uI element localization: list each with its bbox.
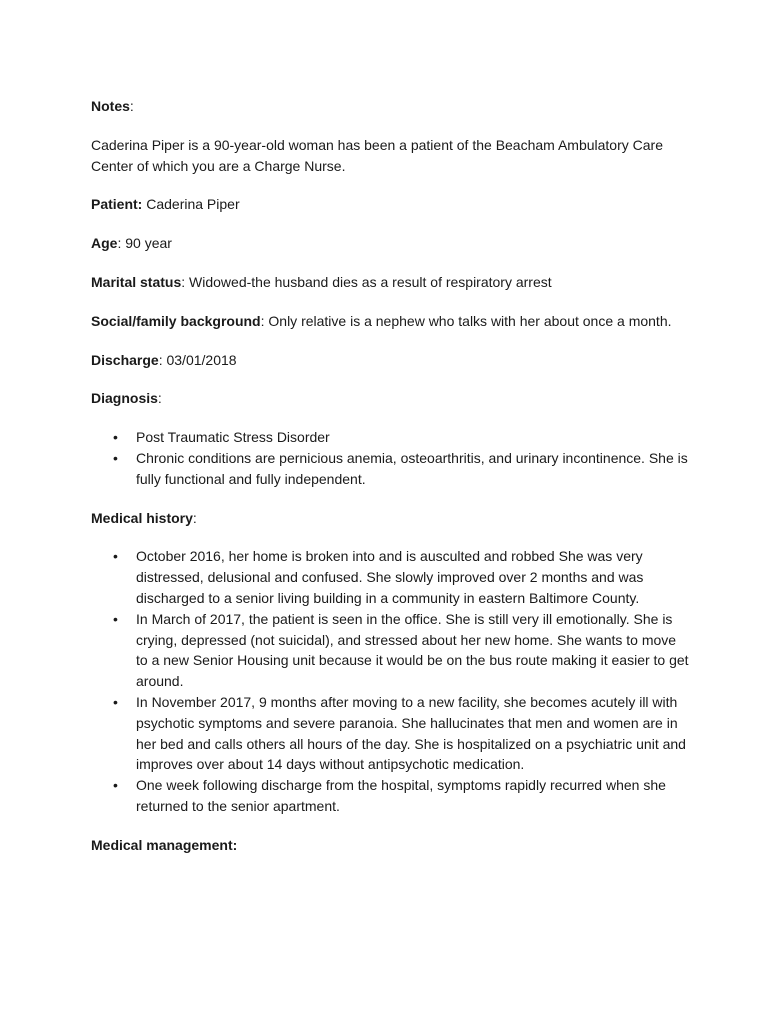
medical-history-label: Medical history	[91, 509, 193, 526]
age-value: : 90 year	[117, 235, 172, 252]
medical-history-item: • In March of 2017, the patient is seen in the office. She is still very ill emotionally. She is crying, depressed (not suicidal), and stressed about her new home. She wants to move to a new Senior Housing unit because it would be on the bus route making it easier to get around.	[136, 609, 691, 692]
notes-heading	[91, 96, 691, 117]
notes-label: Notes	[91, 98, 130, 114]
marital-status-value: : Widowed-the husband dies as a result of respiratory arrest	[181, 273, 552, 290]
age-label: Age	[91, 235, 118, 252]
age-field	[91, 233, 691, 254]
medical-history-list	[91, 546, 691, 816]
social-background-label: Social/family background	[91, 312, 261, 329]
social-background-field	[91, 311, 691, 332]
diagnosis-item: • Post Traumatic Stress Disorder	[136, 427, 691, 448]
document-page	[91, 96, 691, 874]
medical-history-item: • In November 2017, 9 months after moving to a new facility, she becomes acutely ill with psychotic symptoms and severe paranoia. She hallucinates that men and women are in her bed and calls others all hours of the day. She is hospitalized on a psychiatric unit and improves over about 14 days without antipsychotic medication.	[136, 692, 691, 775]
patient-value: Caderina Piper	[142, 196, 240, 213]
patient-field	[91, 194, 691, 215]
patient-label: Patient:	[91, 196, 143, 213]
medical-history-item: • October 2016, her home is broken into and is ausculted and robbed She was very distressed, delusional and confused. She slowly improved over 2 months and was discharged to a senior living building in a community in eastern Baltimore County.	[136, 546, 691, 608]
marital-status-field	[91, 272, 691, 293]
medical-management-label: Medical management:	[91, 836, 238, 853]
medical-history-heading	[91, 508, 691, 529]
diagnosis-list	[91, 427, 691, 489]
discharge-field	[91, 350, 691, 371]
notes-colon: :	[129, 98, 134, 114]
marital-status-label: Marital status	[91, 273, 182, 290]
diagnosis-heading	[91, 388, 691, 409]
discharge-label: Discharge	[91, 351, 159, 368]
diagnosis-colon: :	[157, 390, 162, 407]
diagnosis-item: • Chronic conditions are pernicious anemia, osteoarthritis, and urinary incontinence. She is fully functional and fully independent.	[136, 448, 691, 490]
medical-management-heading	[91, 835, 691, 856]
social-background-value: : Only relative is a nephew who talks with her about once a month.	[260, 312, 672, 329]
medical-history-item: • One week following discharge from the hospital, symptoms rapidly recurred when she returned to the senior apartment.	[136, 775, 691, 817]
discharge-value: : 03/01/2018	[158, 351, 237, 368]
intro-paragraph: Caderina Piper is a 90-year-old woman has been a patient of the Beacham Ambulatory Care Center of which you are a Charge Nurse.	[91, 136, 663, 174]
medical-history-colon: :	[192, 509, 197, 526]
diagnosis-label: Diagnosis	[91, 390, 158, 407]
